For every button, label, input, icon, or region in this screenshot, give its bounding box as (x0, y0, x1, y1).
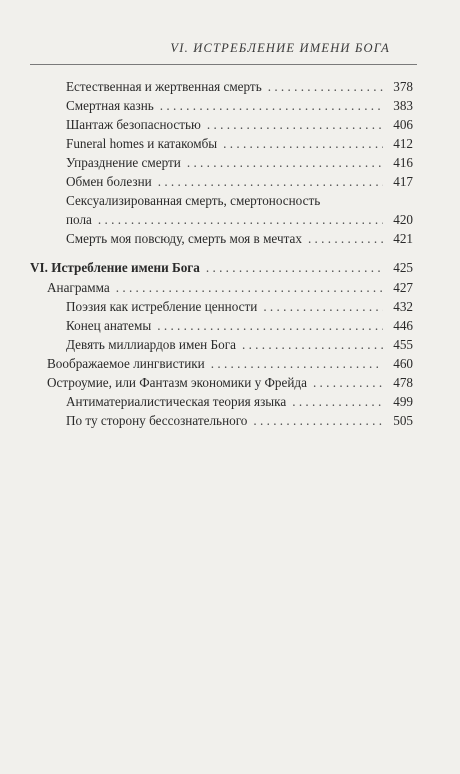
toc-entry (66, 172, 413, 191)
toc-entry (66, 153, 413, 172)
toc-entry (66, 316, 413, 335)
leader-dots (160, 96, 383, 115)
toc-entry-title: пола (66, 212, 92, 227)
toc-entry-page: 383 (393, 98, 413, 113)
toc-entry-page: 406 (393, 117, 413, 132)
leader-dots (157, 316, 383, 335)
toc-entry-title: Воображаемое лингвистики (47, 356, 205, 371)
header-rule (30, 64, 417, 65)
toc-entry-page: 425 (393, 260, 413, 275)
toc-entry-page: 378 (393, 79, 413, 94)
toc-chapter-title: VI. Истребление имени Бога (30, 260, 200, 275)
leader-dots (268, 77, 383, 96)
running-head: VI. ИСТРЕБЛЕНИЕ ИМЕНИ БОГА (170, 41, 390, 55)
toc-entry (66, 392, 413, 411)
toc-entry (66, 210, 413, 229)
toc-entry-title: Конец анатемы (66, 318, 152, 333)
leader-dots (211, 354, 383, 373)
toc-entry-page: 455 (393, 337, 413, 352)
toc-entry-page: 505 (393, 413, 413, 428)
toc-entry (66, 115, 413, 134)
toc-entry-title: Шантаж безопасностью (66, 117, 201, 132)
toc-entry-page: 417 (393, 174, 413, 189)
toc-entry-title: Естественная и жертвенная смерть (66, 79, 262, 94)
toc-entry-page: 420 (393, 212, 413, 227)
toc-entry (66, 134, 413, 153)
toc-entry (66, 229, 413, 248)
toc-entry-page: 478 (393, 375, 413, 390)
toc-entry-title: Смертная казнь (66, 98, 154, 113)
leader-dots (207, 115, 383, 134)
leader-dots (313, 373, 383, 392)
toc-entry-page: 432 (393, 299, 413, 314)
leader-dots (223, 134, 383, 153)
toc-entry-title: Обмен болезни (66, 174, 152, 189)
leader-dots (292, 392, 383, 411)
toc-entry-title: Упразднение смерти (66, 155, 181, 170)
toc-entry-title: Девять миллиардов имен Бога (66, 337, 236, 352)
toc-entry-page: 460 (393, 356, 413, 371)
toc-entry (66, 335, 413, 354)
toc-entry-title: По ту сторону бессознательного (66, 413, 248, 428)
leader-dots (308, 229, 383, 248)
toc-entry-title: Поэзия как истребление ценности (66, 299, 258, 314)
toc-entry-title: Антиматериалистическая теория языка (66, 394, 287, 409)
leader-dots (242, 335, 383, 354)
toc-entry-page: 499 (393, 394, 413, 409)
toc-section-entry (47, 373, 413, 392)
toc-chapter-entry (30, 258, 413, 277)
toc-entry-page: 416 (393, 155, 413, 170)
leader-dots (263, 297, 383, 316)
toc-entry-page: 412 (393, 136, 413, 151)
toc-entry-page: 446 (393, 318, 413, 333)
toc-entry (66, 297, 413, 316)
leader-dots (116, 278, 383, 297)
toc-entry-title: Funeral homes и катакомбы (66, 136, 218, 151)
toc-section-entry (47, 278, 413, 297)
leader-dots (253, 411, 383, 430)
toc-entry-page: 427 (393, 280, 413, 295)
toc-entry (66, 411, 413, 430)
leader-dots (158, 172, 383, 191)
toc-entry-page: 421 (393, 231, 413, 246)
toc-entry (66, 96, 413, 115)
toc-section-entry (47, 354, 413, 373)
leader-dots (98, 210, 383, 229)
toc-entry-title: Анаграмма (47, 280, 110, 295)
leader-dots (187, 153, 383, 172)
toc-entry-title: Смерть моя повсюду, смерть моя в мечтах (66, 231, 302, 246)
toc-entry-title: Остроумие, или Фантазм экономики у Фрейда (47, 375, 307, 390)
toc-entry-title-line1: Сексуализированная смерть, смертоносность (66, 193, 321, 208)
leader-dots (206, 258, 383, 277)
toc-entry (66, 77, 413, 96)
